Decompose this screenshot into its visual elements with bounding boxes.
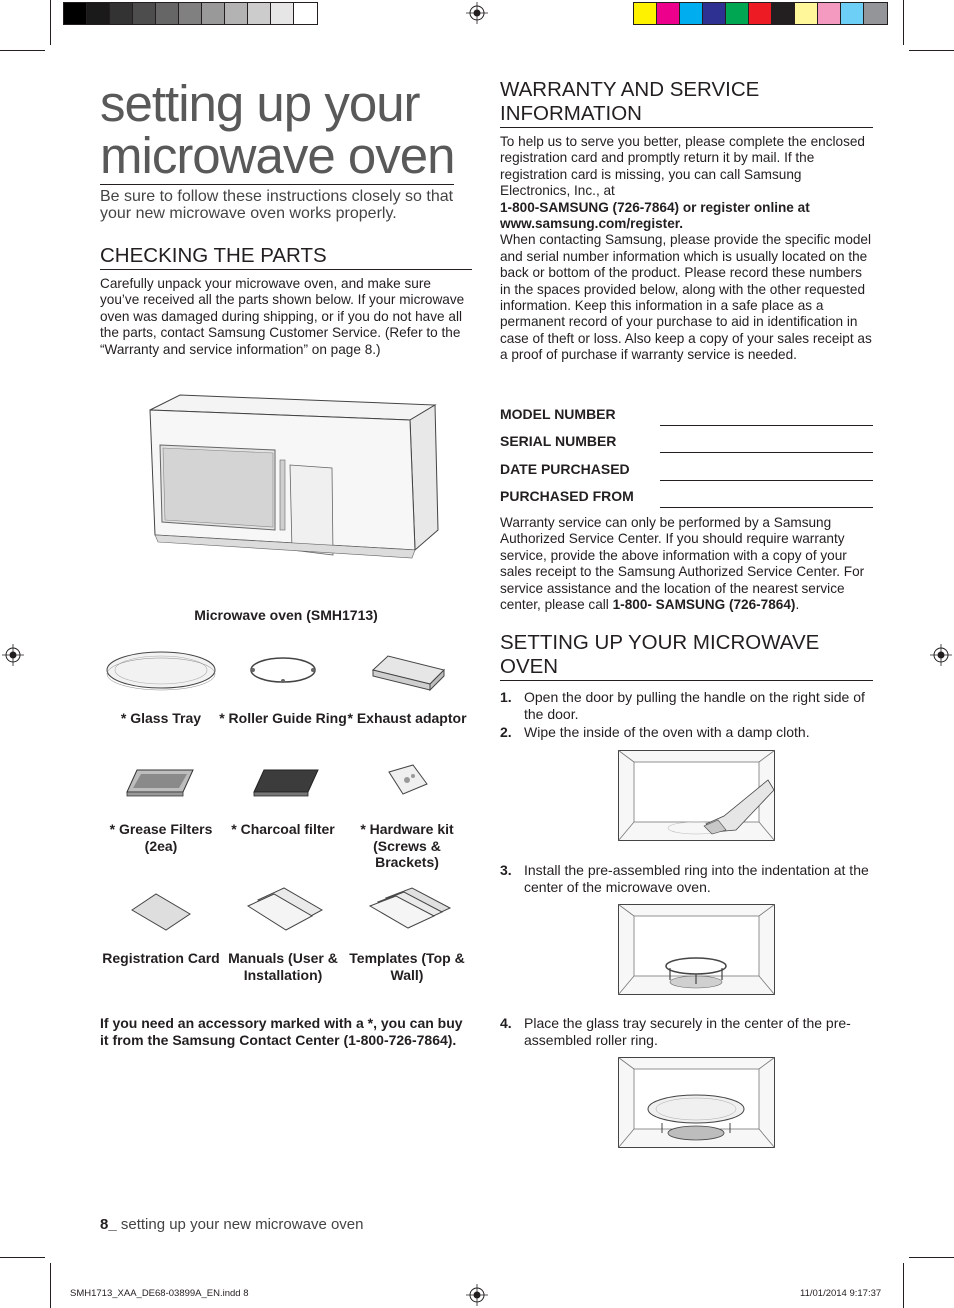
checking-parts-heading: CHECKING THE PARTS <box>100 244 472 270</box>
part-label: * Glass Tray <box>120 710 202 726</box>
color-swatch <box>133 3 156 24</box>
part-label: * Exhaust adaptor <box>347 710 467 726</box>
registration-mark-icon <box>930 644 952 666</box>
warranty-p3: Warranty service can only be performed by a Samsung Authorized Service Center. If you should require warranty service, provide the above information with a copy of your sales receipt to the Samsung Authorized Service Center. For service assistance and the location of the nearest service center, please call <box>500 515 865 613</box>
warranty-phone: 1-800-SAMSUNG (726-7864) or register online at www.samsung.com/register. <box>500 199 810 232</box>
registration-mark-icon <box>466 1284 488 1306</box>
field-row <box>500 426 873 454</box>
step-number: 2. <box>500 724 512 740</box>
checking-parts-body: Carefully unpack your microwave oven, and make sure you’ve received all the parts shown below. If your microwave oven was damaged during shipping, or if you do not have all the parts, contact Samsung Customer Service. (Refer to the “Warranty and service information” on page 8.) <box>100 276 465 357</box>
step-text: Install the pre-assembled ring into the indentation at the center of the microwave oven. <box>524 862 869 895</box>
field-label: MODEL NUMBER <box>500 405 616 422</box>
color-swatch <box>294 3 317 24</box>
date-purchased-line <box>660 453 873 481</box>
warranty-heading: WARRANTY AND SERVICE INFORMATION <box>500 78 873 128</box>
field-row <box>500 398 873 426</box>
gray-swatch-bar <box>63 2 318 25</box>
ring-install-illustration <box>618 904 775 995</box>
part-label: Manuals (User & Installation) <box>228 950 338 983</box>
setup-step <box>500 689 873 722</box>
color-swatch <box>749 3 772 24</box>
crop-mark <box>909 1257 954 1258</box>
step-text: Open the door by pulling the handle on the right side of the door. <box>524 689 865 722</box>
setup-step <box>500 862 873 895</box>
color-swatch <box>795 3 818 24</box>
color-swatch <box>271 3 294 24</box>
accessory-note: If you need an accessory marked with a *, you can buy it from the Samsung Contact Center (1-800-726-7864). <box>100 1015 463 1048</box>
registration-mark-icon <box>2 644 24 666</box>
manuals-icon <box>244 884 326 934</box>
crop-mark <box>909 50 954 51</box>
color-swatch <box>818 3 841 24</box>
step-text: Wipe the inside of the oven with a damp cloth. <box>524 724 810 740</box>
part-label: * Hardware kit (Screws & Brackets) <box>360 821 454 870</box>
warranty-body <box>500 134 873 364</box>
part-label: * Grease Filters (2ea) <box>109 821 213 854</box>
warranty-p3-phone: 1-800- SAMSUNG (726-7864) <box>612 597 796 613</box>
step-number: 1. <box>500 689 512 705</box>
purchased-from-line <box>660 481 873 509</box>
part-label: * Roller Guide Ring <box>219 710 347 726</box>
registration-card-icon <box>128 890 194 932</box>
crop-mark <box>50 1263 51 1308</box>
step-number: 3. <box>500 862 512 878</box>
color-swatch <box>657 3 680 24</box>
page-title-line2: microwave oven <box>100 127 455 184</box>
roller-guide-ring-icon <box>248 654 318 686</box>
oven-caption: Microwave oven (SMH1713) <box>194 607 378 623</box>
page-title <box>100 75 475 185</box>
color-swatch <box>841 3 864 24</box>
field-label: PURCHASED FROM <box>500 488 634 504</box>
page-number: 8 <box>100 1216 109 1233</box>
warranty-p2: When contacting Samsung, please provide the specific model and serial number information which is usually located on the back or bottom of the product. Please record these numbers in the spaces provided below, along with the other requested information. Keep this information in a safe place as a permanent record of your purchase to aid in identification in case of theft or loss. Also keep a copy of your sales receipt as a proof of purchase if warranty service is needed. <box>500 232 872 363</box>
part-label: * Charcoal filter <box>231 821 335 837</box>
part-label: Templates (Top & Wall) <box>349 950 465 983</box>
setup-step <box>500 724 873 741</box>
warranty-p1: To help us to serve you better, please complete the enclosed registration card and promptly return it by mail. If the registration card is missing, you can call Samsung Electronics, Inc., at <box>500 134 865 199</box>
step-text: Place the glass tray securely in the center of the pre-assembled roller ring. <box>524 1015 851 1048</box>
setup-step <box>500 1015 873 1048</box>
model-number-line <box>660 398 873 426</box>
warranty-p3-end: . <box>795 597 800 613</box>
microwave-oven-illustration <box>140 390 440 590</box>
crop-mark <box>903 0 904 45</box>
exhaust-adaptor-icon <box>368 650 448 692</box>
color-swatch <box>179 3 202 24</box>
color-swatch <box>110 3 133 24</box>
field-row <box>500 481 873 509</box>
page-footer <box>100 1216 363 1233</box>
step-number: 4. <box>500 1015 512 1031</box>
page-title-line1: setting up your <box>100 75 420 132</box>
color-swatch <box>64 3 87 24</box>
charcoal-filter-icon <box>250 766 322 798</box>
color-swatch <box>703 3 726 24</box>
crop-mark <box>903 1263 904 1308</box>
color-swatch <box>772 3 795 24</box>
color-swatch <box>634 3 657 24</box>
color-swatch <box>202 3 225 24</box>
color-swatch <box>248 3 271 24</box>
crop-mark <box>0 50 45 51</box>
color-swatch <box>87 3 110 24</box>
color-swatch <box>680 3 703 24</box>
color-swatch <box>156 3 179 24</box>
warranty-service-text <box>500 515 873 613</box>
serial-number-line <box>660 426 873 454</box>
color-swatch <box>225 3 248 24</box>
print-slug-file: SMH1713_XAA_DE68-03899A_EN.indd 8 <box>70 1288 249 1299</box>
color-swatch <box>726 3 749 24</box>
wipe-cavity-illustration <box>618 750 775 841</box>
print-slug-date: 11/01/2014 9:17:37 <box>800 1288 882 1299</box>
registration-mark-icon <box>466 2 488 24</box>
templates-icon <box>368 884 454 934</box>
glass-tray-icon <box>105 650 217 692</box>
grease-filter-icon <box>123 766 197 798</box>
crop-mark <box>50 0 51 45</box>
field-label: DATE PURCHASED <box>500 460 630 477</box>
crop-mark <box>0 1257 45 1258</box>
field-row <box>500 453 873 481</box>
part-label: Registration Card <box>102 950 220 966</box>
field-label: SERIAL NUMBER <box>500 433 617 449</box>
hardware-kit-icon <box>385 762 431 798</box>
tray-place-illustration <box>618 1057 775 1148</box>
registration-fields <box>500 398 873 508</box>
footer-label: setting up your new microwave oven <box>116 1216 364 1233</box>
intro-text: Be sure to follow these instructions closely so that your new microwave oven works properly. <box>100 188 454 222</box>
color-swatch-bar <box>633 2 888 25</box>
footer-separator: _ <box>108 1216 117 1233</box>
setup-heading: SETTING UP YOUR MICROWAVE OVEN <box>500 631 873 681</box>
color-swatch <box>864 3 887 24</box>
